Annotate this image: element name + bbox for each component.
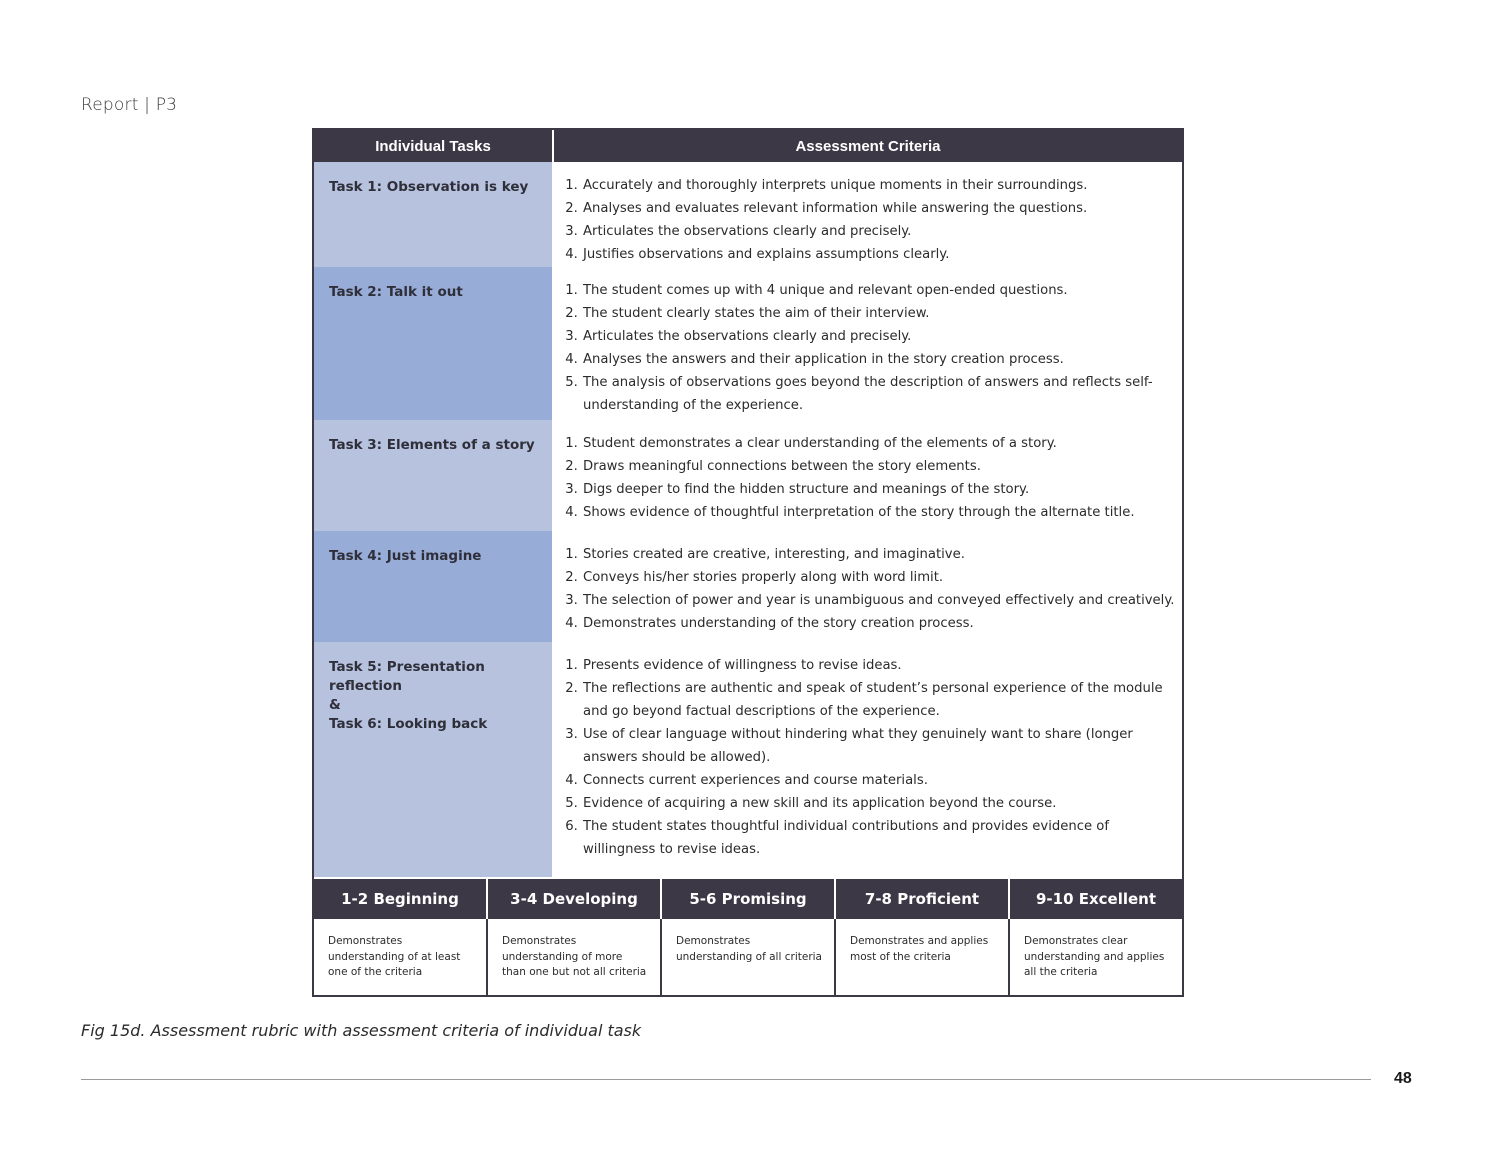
task-name: [329, 283, 544, 302]
score-level-description: Demonstrates understanding of all criteria: [662, 919, 836, 995]
task-name-line: Task 4: Just imagine: [329, 548, 482, 564]
score-level-description: Demonstrates and applies most of the criteria: [836, 919, 1010, 995]
criteria-item: 4. Shows evidence of thoughtful interpretation of the story through the alternate title.: [582, 501, 1176, 524]
score-level-description: Demonstrates clear understanding and applies all the criteria: [1024, 935, 1165, 978]
task-name-line: Task 3: Elements of a story: [329, 437, 535, 453]
task-name-cell: [314, 642, 552, 877]
criteria-cell: [552, 162, 1182, 267]
task-row: [314, 162, 1182, 267]
task-row: [314, 267, 1182, 420]
footer-divider: [81, 1079, 1371, 1080]
criteria-item: 2. The student clearly states the aim of their interview.: [582, 302, 1176, 325]
score-levels-header: [314, 877, 1182, 919]
score-level-label: 3-4 Developing: [488, 879, 662, 919]
criteria-item: 2. The reflections are authentic and speak of student’s personal experience of the module and go beyond factual descriptions of the experience.: [582, 677, 1176, 723]
running-header: Report | P3: [81, 95, 178, 115]
task-name: [329, 178, 544, 197]
criteria-list: [566, 174, 1176, 266]
task-name: [329, 547, 544, 566]
criteria-item: 1. Presents evidence of willingness to revise ideas.: [582, 654, 1176, 677]
criteria-list: [566, 543, 1176, 635]
score-level-description: Demonstrates understanding of at least one of the criteria: [314, 919, 488, 995]
task-name: [329, 436, 544, 455]
task-row: [314, 642, 1182, 877]
score-level-label: 5-6 Promising: [662, 879, 836, 919]
assessment-criteria-header: Assessment Criteria: [795, 137, 941, 155]
criteria-item: 4. Connects current experiences and course materials.: [582, 769, 1176, 792]
task-row: [314, 531, 1182, 642]
task-name-cell: [314, 420, 552, 531]
task-name-line: Task 2: Talk it out: [329, 284, 463, 300]
criteria-cell: [552, 531, 1182, 642]
task-name: [329, 658, 544, 734]
criteria-item: 1. Student demonstrates a clear understanding of the elements of a story.: [582, 432, 1176, 455]
criteria-list: [566, 279, 1176, 417]
task-name-line: &: [329, 697, 341, 713]
criteria-item: 6. The student states thoughtful individual contributions and provides evidence of willingness to revise ideas.: [582, 815, 1176, 861]
individual-tasks-header: Individual Tasks: [314, 130, 554, 162]
criteria-cell: [552, 420, 1182, 531]
criteria-item: 3. Use of clear language without hindering what they genuinely want to share (longer answers should be allowed).: [582, 723, 1176, 769]
criteria-item: 4. Analyses the answers and their application in the story creation process.: [582, 348, 1176, 371]
score-level-description: Demonstrates understanding of more than one but not all criteria: [488, 919, 662, 995]
task-name-line: Task 1: Observation is key: [329, 179, 529, 195]
criteria-item: 1. Stories created are creative, interesting, and imaginative.: [582, 543, 1176, 566]
criteria-item: 2. Draws meaningful connections between the story elements.: [582, 455, 1176, 478]
figure-caption: Fig 15d. Assessment rubric with assessment criteria of individual task: [81, 1021, 642, 1040]
task-name-cell: [314, 267, 552, 420]
criteria-item: 1. Accurately and thoroughly interprets unique moments in their surroundings.: [582, 174, 1176, 197]
criteria-item: 3. Articulates the observations clearly and precisely.: [582, 325, 1176, 348]
criteria-item: 1. The student comes up with 4 unique and relevant open-ended questions.: [582, 279, 1176, 302]
task-name-cell: [314, 162, 552, 267]
criteria-list: [566, 654, 1176, 861]
criteria-item: 2. Analyses and evaluates relevant information while answering the questions.: [582, 197, 1176, 220]
criteria-item: 5. Evidence of acquiring a new skill and its application beyond the course.: [582, 792, 1176, 815]
criteria-item: 3. The selection of power and year is unambiguous and conveyed effectively and creatively.: [582, 589, 1176, 612]
criteria-cell: [552, 642, 1182, 877]
criteria-list: [566, 432, 1176, 524]
task-name-line: Task 5: Presentation reflection: [329, 659, 485, 694]
page-number: 48: [1394, 1070, 1412, 1087]
criteria-item: 3. Articulates the observations clearly and precisely.: [582, 220, 1176, 243]
criteria-item: 5. The analysis of observations goes beyond the description of answers and reflects self-understanding of the experience.: [582, 371, 1176, 417]
criteria-item: 4. Justifies observations and explains assumptions clearly.: [582, 243, 1176, 266]
score-level-label: 1-2 Beginning: [314, 879, 488, 919]
criteria-cell: [552, 267, 1182, 420]
criteria-item: 2. Conveys his/her stories properly along with word limit.: [582, 566, 1176, 589]
task-rows: [314, 162, 1182, 877]
rubric-header-row: [314, 130, 1182, 162]
task-name-line: Task 6: Looking back: [329, 716, 488, 732]
task-name-cell: [314, 531, 552, 642]
task-row: [314, 420, 1182, 531]
score-level-label: 9-10 Excellent: [1035, 890, 1157, 908]
criteria-item: 4. Demonstrates understanding of the story creation process.: [582, 612, 1176, 635]
assessment-rubric-table: [312, 128, 1184, 997]
criteria-item: 3. Digs deeper to find the hidden structure and meanings of the story.: [582, 478, 1176, 501]
score-levels-descriptions: [314, 919, 1182, 995]
score-level-label: 7-8 Proficient: [836, 879, 1010, 919]
